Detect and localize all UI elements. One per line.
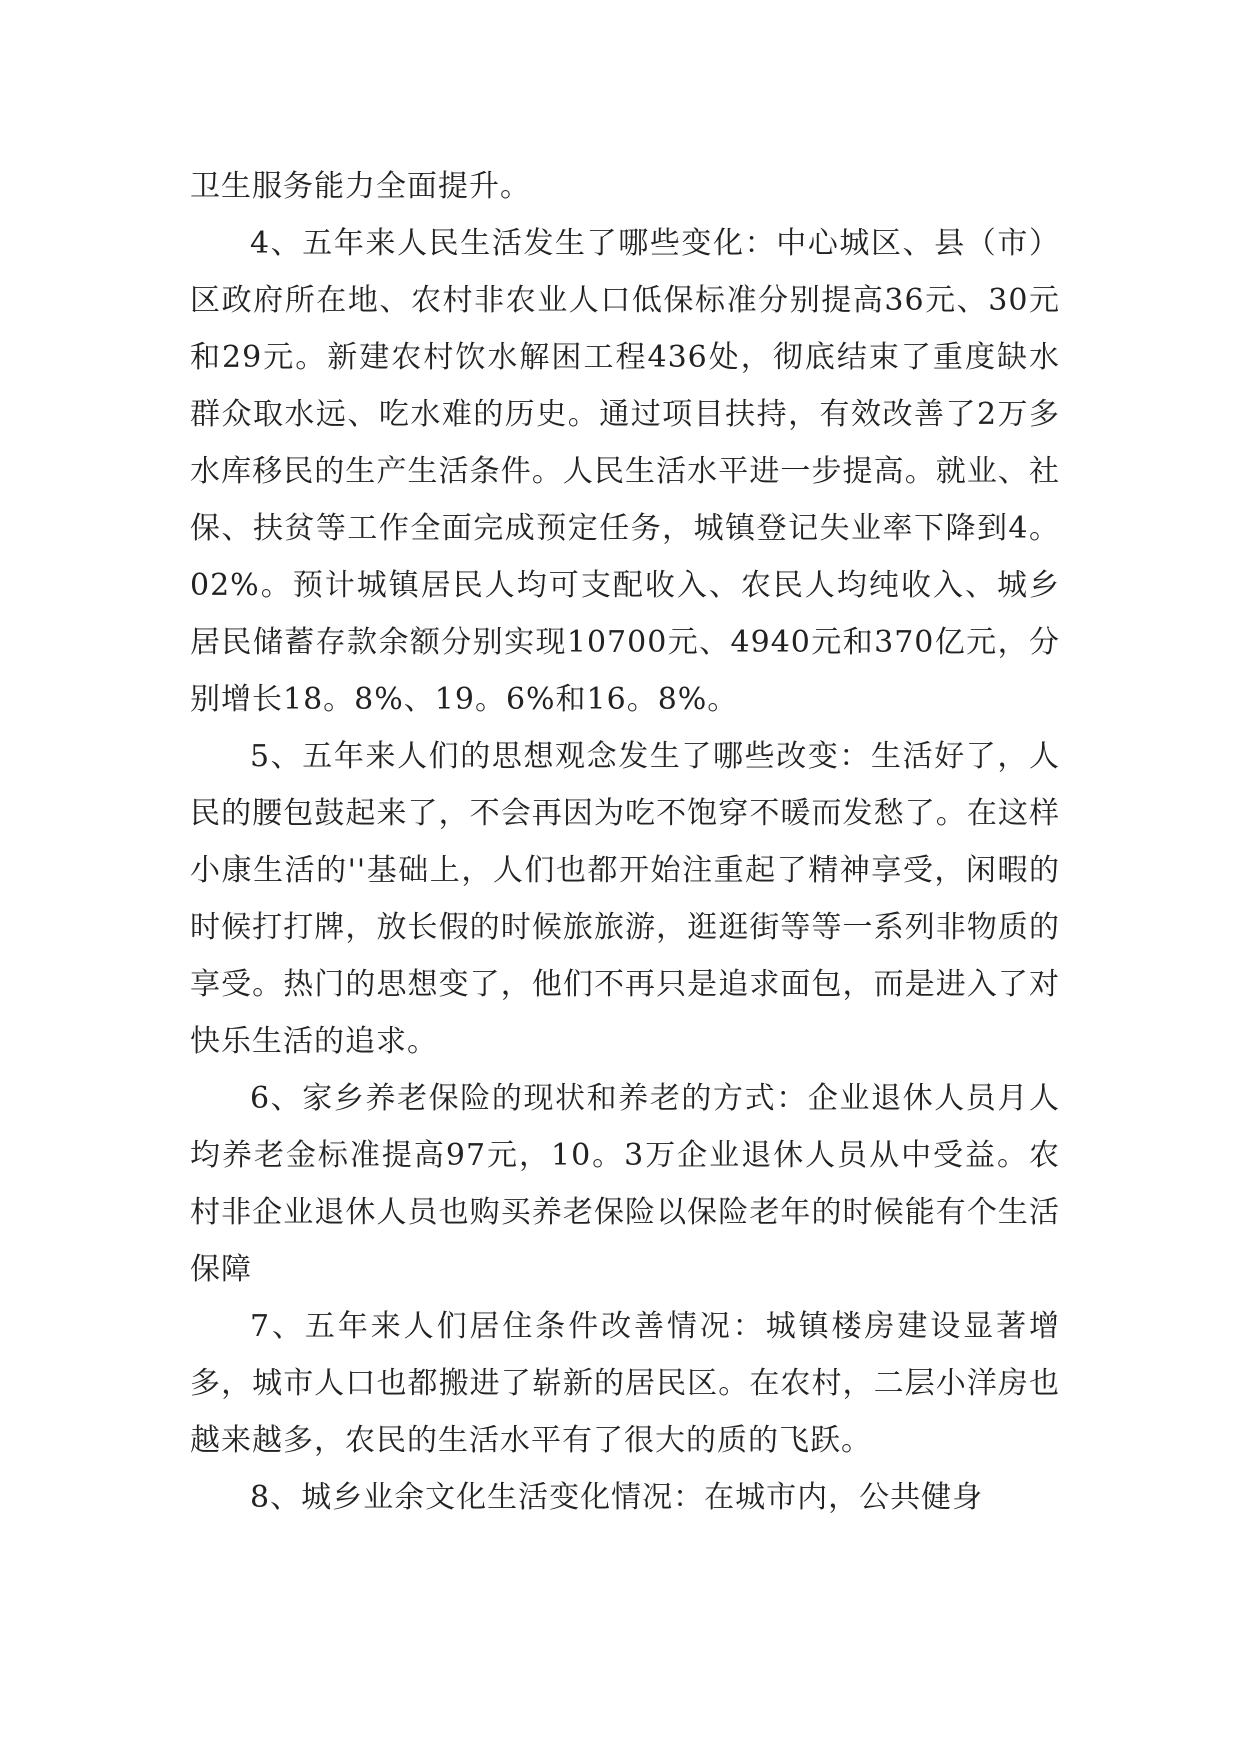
paragraph-5-ideas-changes: 5、五年来人们的思想观念发生了哪些改变：生活好了，人民的腰包鼓起来了，不会再因为吃不饱穿不暖而发愁了。在这样小康生活的''基础上，人们也都开始注重起了精神享受，闲暇的时候打打牌，放长假的时候旅旅游，逛逛街等等一系列非物质的享受。热门的思想变了，他们不再只是追求面包，而是进入了对快乐生活的追求。 — [190, 739, 1060, 1059]
paragraph-4-living-changes: 4、五年来人民生活发生了哪些变化：中心城区、县（市）区政府所在地、农村非农业人口低保标准分别提高36元、30元和29元。新建农村饮水解困工程436处，彻底结束了重度缺水群众取水远、吃水难的历史。通过项目扶持，有效改善了2万多水库移民的生产生活条件。人民生活水平进一步提高。就业、社保、扶贫等工作全面完成预定任务，城镇登记失业率下降到4。02%。预计城镇居民人均可支配收入、农民人均纯收入、城乡居民储蓄存款余额分别实现10700元、4940元和370亿元，分别增长18。8%、19。6%和16。8%。 — [190, 226, 1060, 717]
paragraph-8-culture: 8、城乡业余文化生活变化情况：在城市内，公共健身 — [250, 1480, 984, 1515]
paragraph-6-pension: 6、家乡养老保险的现状和养老的方式：企业退休人员月人均养老金标准提高97元，10。3万企业退休人员从中受益。农村非企业退休人员也购买养老保险以保险老年的时候能有个生活保障 — [190, 1081, 1060, 1287]
paragraph-7-housing: 7、五年来人们居住条件改善情况：城镇楼房建设显著增多，城市人口也都搬进了崭新的居民区。在农村，二层小洋房也越来越多，农民的生活水平有了很大的质的飞跃。 — [190, 1309, 1060, 1458]
document-body — [190, 158, 1060, 1526]
paragraph-continuation: 卫生服务能力全面提升。 — [190, 169, 531, 204]
